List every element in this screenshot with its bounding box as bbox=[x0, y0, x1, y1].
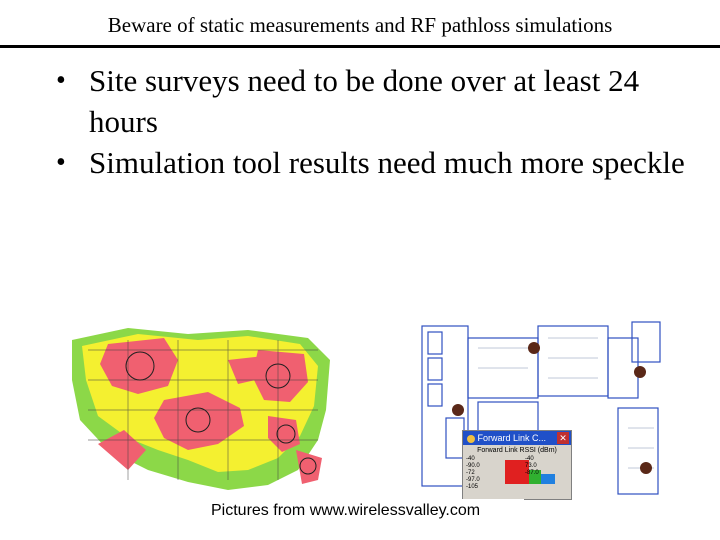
scale-value: -97.0 bbox=[466, 477, 480, 483]
bullet-item bbox=[52, 60, 692, 142]
bullet-list bbox=[52, 60, 692, 183]
panel-value: -40 bbox=[525, 456, 534, 462]
coverage-heatmap-image bbox=[68, 320, 348, 500]
forward-link-panel bbox=[462, 430, 572, 500]
scale-value: -72 bbox=[466, 470, 475, 476]
scale-value: -105 bbox=[466, 484, 479, 490]
panel-scale bbox=[466, 456, 480, 491]
panel-titlebar bbox=[463, 431, 571, 445]
scale-value: -40 bbox=[466, 456, 475, 462]
coverage-heatmap-floorplan-icon bbox=[68, 320, 348, 500]
bullet-dot-icon: • bbox=[56, 147, 66, 178]
panel-body bbox=[463, 454, 571, 496]
figure-caption: Pictures from www.wirelessvalley.com bbox=[208, 499, 524, 523]
panel-title: Forward Link C... bbox=[477, 433, 547, 443]
panel-value: -87.0 bbox=[525, 470, 539, 476]
bullet-text: Simulation tool results need much more speckle bbox=[89, 145, 685, 180]
bullet-dot-icon: • bbox=[56, 65, 66, 96]
bullet-text: Site surveys need to be done over at least 24 hours bbox=[89, 63, 640, 139]
panel-info-icon bbox=[467, 435, 475, 443]
title-underline bbox=[0, 45, 720, 48]
panel-values bbox=[525, 456, 539, 477]
panel-value: 73.0 bbox=[525, 463, 537, 469]
slide-title: Beware of static measurements and RF pathloss simulations bbox=[107, 13, 613, 37]
floorplan-access-points-image bbox=[418, 318, 668, 500]
panel-bar-blue bbox=[541, 474, 555, 484]
bullet-item bbox=[52, 142, 692, 183]
panel-close-icon: ✕ bbox=[557, 432, 569, 444]
scale-value: -90.0 bbox=[466, 463, 480, 469]
panel-subtitle: Forward Link RSSI (dBm) bbox=[477, 447, 557, 454]
